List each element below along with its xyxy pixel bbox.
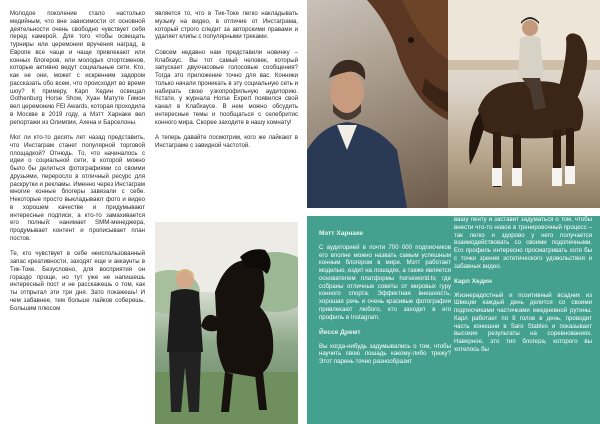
panel-column-left <box>319 230 451 420</box>
paragraph: Мог ли кто-то десять лет назад представить, что Инстаграм станет популярной торговой площадкой? Отнюдь. То, что начиналось с идеи о социальной сети, в которой можно было бы делиться фотографиями со своими друзьями, переросло в отличный ресурс для раскрутки и рекламы. Именно через Инстаграм многие конные блогеры завязали с себе. Некоторые просто выкладывают фото и видео в хорошем качестве и придумывают интересные подписи, а кто-то замахивается его полный: нанимает SMM-менеджера, продумывает контент и прописывает план постов. <box>10 134 145 242</box>
photo-rider-on-horse <box>448 0 600 208</box>
paragraph: является то, что в Тик-Токе легко накладывать музыку на видео, в отличие от Инстаграма, который строго следит за авторскими правами и удаляет клипы с популярными треками. <box>155 10 298 41</box>
profile-heading-matt: Мэтт Харнаке <box>319 230 364 237</box>
profile-text-yesse: Вы когда-нибудь задумывались о том, чтобы научить свою лошадь какому-либо трюку? Этот парень точно разнообразит <box>319 342 451 365</box>
article-column-middle <box>155 10 298 220</box>
paragraph: Молодое поколение стало настолько медийным, что вне зависимости от основной деятельности очень свободно чувствует себя перед камерой. Для того чтобы освещать турниры или церемонии вручения наград, в Европе все чаще и чаще привлекают или конных блогеров, или молодых спортсменов, которые активно ведут социальные сети. Кто, как не они, может с искренним задором рассказать обо всем, что происходит во время шоу? К примеру, Карл Хедин освещал Gothenburg Horse Show, Хуан Матуте Гимон вел церемонию FEI Awards, которая проходила в Москве в 2019 году, а Мэтт Харнаке вел репортажи из Олимпии, Ахена и Барселоны. <box>10 10 145 126</box>
paragraph: А теперь давайте посмотрим, кого же лайкают в Инстаграме с завидной частотой. <box>155 134 298 149</box>
paragraph: Те, кто чувствует в себе неиспользованный запас креативности, заходят еще и аккаунты в Тик-Токе. Безусловно, для восприятия он гораздо проще, но тут уже не напишешь интересный пост и не расскажешь о том, как ты отпрыгал эти три дня. Зато покажешь! И чем забавнее, тем больше лайков соберешь. Большим плюсом <box>10 250 145 312</box>
photo-man-with-pony <box>155 222 298 424</box>
profile-heading-karl: Карл Хедин <box>454 277 492 285</box>
profile-heading-yesse: Йессе Дремт <box>319 328 361 336</box>
photo-man-with-horse <box>307 0 448 208</box>
blogger-profiles-panel <box>307 216 600 424</box>
paragraph: Совсем недавно нам представили новинку – Клабхаус. Вы тот самый человек, который запускает двухчасовые голосовые сообщения? Тогда это приложение точно для вас. Конники только начали проникать в эту социальную сеть и набирать свою узкопрофильную аудиторию. Кстати, у журнала Horse Expert появился свой канал в Клабхаусе. В нем можно обсудить интересные темы и пообщаться с селебритис конного мира. Скорее заходите в нашу комнату! <box>155 48 298 126</box>
profile-text-yesse-continued: вашу ленту и заставит задуматься о том, чтобы внести что-то новое в тренировочный процесс – так легко и здорово у него получается взаимодействовать со своими подопечными. Его профиль интересно просматривать хотя бы с точки зрения эстетического удовольствия и забавных видео. <box>454 216 592 270</box>
panel-column-right <box>454 216 592 424</box>
article-column-left <box>10 10 145 414</box>
profile-text-karl: Жизнерадостный и позитивный всадник из Швеции каждый день делится со своими подписчиками частичками ежедневной рутины. Карл работает по 8 голов в день, проводит часть конюшни в Saro Stables и показывает высокие результаты на соревнованиях. Наверное, это тип блогера, которого вы хотелось бы <box>454 291 592 353</box>
profile-text-matt: С аудиторией в почти 700 000 подписчиков его вполне можно назвать самым успешным конным блогером в мире. Мэтт работает моделью, ездит на лошадях, а также является основателем платформы horseworld.tv, где собраны отличные советы от мировых гуру конного спорта. Эффектная внешность, хорошая речь и очень красивые фотографии привлекают любого, кто заходит в его профиль в Instagram. <box>319 243 451 321</box>
